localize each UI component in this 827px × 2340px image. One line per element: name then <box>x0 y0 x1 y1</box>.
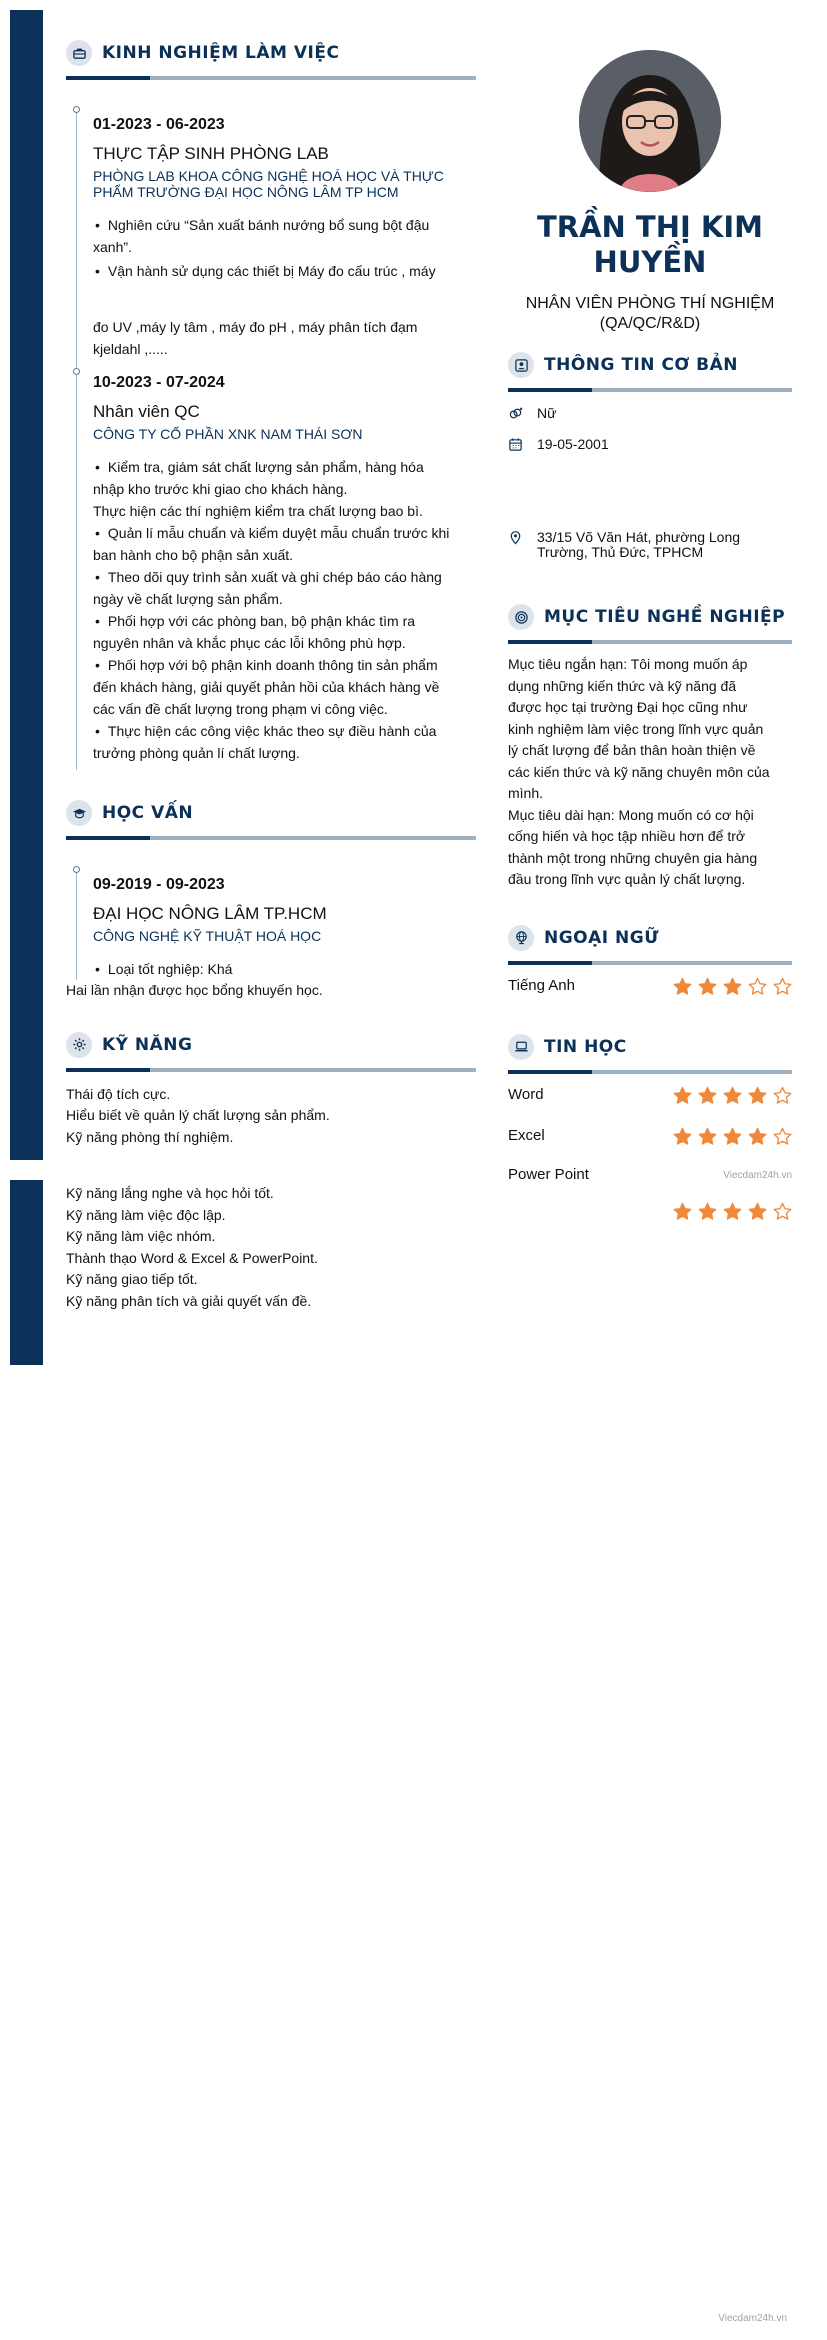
candidate-name: TRẦN THỊ KIM HUYỀN <box>537 210 763 279</box>
duty-line: • Thực hiện các công việc khác theo sự điều hành của <box>93 720 476 742</box>
star-filled-icon <box>723 1127 742 1146</box>
software-name: Power Point <box>508 1165 589 1183</box>
objective-title: MỤC TIÊU NGHỀ NGHIỆP <box>544 607 786 627</box>
education-line: • Loại tốt nghiệp: Khá <box>93 958 476 980</box>
software-row <box>508 1127 792 1146</box>
skills-title: KỸ NĂNG <box>102 1034 193 1055</box>
skills-header <box>66 1032 476 1058</box>
experience-header <box>66 40 476 66</box>
id-card-icon <box>508 352 534 378</box>
education-date: 09-2019 - 09-2023 <box>93 876 225 893</box>
star-rating <box>673 1202 792 1221</box>
experience-role: THỰC TẬP SINH PHÒNG LAB <box>93 144 329 163</box>
star-filled-icon <box>698 1127 717 1146</box>
globe-icon <box>508 925 534 951</box>
education-timeline <box>76 868 476 980</box>
timeline-dot <box>73 106 80 113</box>
languages-divider <box>508 961 792 965</box>
star-filled-icon <box>698 1086 717 1105</box>
skill-line: Thành thạo Word & Excel & PowerPoint. <box>66 1249 318 1266</box>
left-accent-bar-bottom <box>10 1180 43 1365</box>
languages-title: NGOẠI NGỮ <box>544 927 659 948</box>
experience-date: 01-2023 - 06-2023 <box>93 116 225 133</box>
language-row <box>508 977 792 996</box>
experience-timeline <box>76 108 476 770</box>
skill-line: Kỹ năng làm việc nhóm. <box>66 1228 216 1244</box>
duty-line: kjeldahl ,..... <box>93 341 168 357</box>
personal-info-title: THÔNG TIN CƠ BẢN <box>544 355 739 375</box>
skill-line: Thái độ tích cực. <box>66 1085 171 1102</box>
experience-company: PHÒNG LAB KHOA CÔNG NGHỆ HOÁ HỌC VÀ THỰC PHẨM TRƯỜNG ĐẠI HỌC NÔNG LÂM TP HCM <box>93 168 444 200</box>
education-title: HỌC VẤN <box>102 803 194 823</box>
star-filled-icon <box>698 1202 717 1221</box>
duty-line: • Kiểm tra, giám sát chất lượng sản phẩm, hàng hóa <box>93 456 476 478</box>
computing-header <box>508 1034 792 1060</box>
language-name: Tiếng Anh <box>508 976 575 994</box>
education-section <box>66 800 476 1002</box>
gender-row <box>508 406 792 421</box>
skill-line: Kỹ năng làm việc độc lập. <box>66 1206 226 1223</box>
gender-value: Nữ <box>537 405 557 421</box>
experience-duties <box>93 456 476 764</box>
experience-duties <box>93 214 476 282</box>
address-row <box>508 530 792 560</box>
timeline-dot <box>73 866 80 873</box>
star-rating <box>673 977 792 996</box>
computing-title: TIN HỌC <box>544 1036 627 1057</box>
software-name: Word <box>508 1085 544 1103</box>
star-empty-icon <box>748 977 767 996</box>
gender-icon <box>508 406 523 421</box>
duty-line: • Quản lí mẫu chuẩn và kiểm duyệt mẫu chuẩn trước khi <box>93 522 476 544</box>
graduation-cap-icon <box>66 800 92 826</box>
timeline-dot <box>73 368 80 375</box>
avatar <box>579 50 721 192</box>
experience-role: Nhân viên QC <box>93 402 200 421</box>
software-row <box>508 1166 792 1236</box>
computing-divider <box>508 1070 792 1074</box>
languages-section <box>508 925 792 996</box>
left-accent-bar-top <box>10 10 43 1160</box>
skills-list-2 <box>66 1183 476 1312</box>
address-value: 33/15 Võ Văn Hát, phường Long Trường, Thủ Đức, TPHCM <box>537 529 741 560</box>
duty-line: nguyên nhân và khắc phục các lỗi không phù hợp. <box>93 635 406 651</box>
personal-info-header <box>508 352 792 378</box>
star-filled-icon <box>748 1086 767 1105</box>
calendar-icon <box>508 437 523 452</box>
duty-line: • Vận hành sử dụng các thiết bị Máy đo cấu trúc , máy <box>93 260 476 282</box>
skill-line: Kỹ năng phân tích và giải quyết vấn đề. <box>66 1292 312 1309</box>
experience-title: KINH NGHIỆM LÀM VIỆC <box>102 43 340 63</box>
skill-line: Kỹ năng giao tiếp tốt. <box>66 1271 198 1287</box>
star-rating <box>673 1086 792 1105</box>
skill-line: Kỹ năng phòng thí nghiệm. <box>66 1128 234 1145</box>
duty-line: Thực hiện các thí nghiệm kiểm tra chất lượng bao bì. <box>93 503 423 519</box>
left-column <box>66 40 476 1312</box>
education-divider <box>66 836 476 840</box>
star-empty-icon <box>773 977 792 996</box>
watermark: Viecdam24h.vn <box>723 1169 792 1181</box>
duty-line: đến khách hàng, giải quyết phản hồi của khách hàng về <box>93 679 440 695</box>
skill-line: Hiểu biết về quản lý chất lượng sản phẩm. <box>66 1107 330 1123</box>
education-item <box>93 868 476 980</box>
languages-header <box>508 925 792 951</box>
briefcase-icon <box>66 40 92 66</box>
objective-text: Mục tiêu ngắn hạn: Tôi mong muốn áp dụng những kiến thức và kỹ năng đã được học tại trường Đại học cũng như kinh nghiệm làm việc trong lĩnh vực quản lý chất lượng để bản thân hoàn thiện về các kiến thức và kỹ năng chuyên môn của mình. Mục tiêu dài hạn: Mong muốn có cơ hội cống hiến và học tập nhiều hơn để trở thành một trong những chuyên gia hàng đầu trong lĩnh vực quản lý chất lượng. <box>508 656 770 887</box>
education-major: CÔNG NGHỆ KỸ THUẬT HOÁ HỌC <box>93 928 322 944</box>
gear-icon <box>66 1032 92 1058</box>
software-name: Excel <box>508 1126 545 1144</box>
duty-line: xanh”. <box>93 239 132 255</box>
duty-line: • Nghiên cứu “Sản xuất bánh nướng bổ sung bột đậu <box>93 214 476 236</box>
star-filled-icon <box>723 977 742 996</box>
star-empty-icon <box>773 1202 792 1221</box>
personal-info-divider <box>508 388 792 392</box>
star-filled-icon <box>723 1202 742 1221</box>
star-empty-icon <box>773 1127 792 1146</box>
star-filled-icon <box>698 977 717 996</box>
laptop-icon <box>508 1034 534 1060</box>
education-details <box>93 958 476 980</box>
experience-item-2 <box>93 374 476 764</box>
footer-watermark: Viecdam24h.vn <box>718 2313 787 2324</box>
objective-header <box>508 604 792 630</box>
duty-line: • Theo dõi quy trình sản xuất và ghi chép báo cáo hàng <box>93 566 476 588</box>
star-filled-icon <box>673 977 692 996</box>
duty-line: trưởng phòng quản lí chất lượng. <box>93 745 300 761</box>
duty-line: • Phối hợp với bộ phận kinh doanh thông tin sản phẩm <box>93 654 476 676</box>
duty-line: các vấn đề chất lượng trong phạm vi công việc. <box>93 701 388 717</box>
duty-line: • Phối hợp với các phòng ban, bộ phận khác tìm ra <box>93 610 476 632</box>
star-filled-icon <box>723 1086 742 1105</box>
duty-line: ban hành cho bộ phận sản xuất. <box>93 547 294 563</box>
personal-info-section <box>508 352 792 560</box>
star-filled-icon <box>748 1202 767 1221</box>
computing-section <box>508 1034 792 1236</box>
skill-line: Kỹ năng lắng nghe và học hỏi tốt. <box>66 1185 274 1201</box>
star-filled-icon <box>748 1127 767 1146</box>
duty-line: ngày về chất lượng sản phẩm. <box>93 591 283 607</box>
job-title: NHÂN VIÊN PHÒNG THÍ NGHIỆM (QA/QC/R&D) <box>525 295 775 332</box>
experience-divider <box>66 76 476 80</box>
education-note: Hai lần nhận được học bổng khuyến học. <box>66 982 323 998</box>
experience-duties-continued <box>93 316 476 360</box>
experience-company: CÔNG TY CỔ PHẦN XNK NAM THÁI SƠN <box>93 426 363 442</box>
education-school: ĐẠI HỌC NÔNG LÂM TP.HCM <box>93 904 327 923</box>
skills-section <box>66 1032 476 1313</box>
experience-date: 10-2023 - 07-2024 <box>93 374 225 391</box>
location-pin-icon <box>508 530 523 545</box>
skills-list-1 <box>66 1084 476 1149</box>
star-empty-icon <box>773 1086 792 1105</box>
star-rating <box>673 1127 792 1146</box>
experience-item-1 <box>93 108 476 360</box>
birthday-value: 19-05-2001 <box>537 436 609 452</box>
education-header <box>66 800 476 826</box>
right-column <box>508 50 792 1236</box>
objective-section <box>508 604 792 891</box>
star-filled-icon <box>673 1127 692 1146</box>
software-row <box>508 1086 792 1105</box>
skills-divider <box>66 1068 476 1072</box>
experience-section <box>66 40 476 770</box>
star-filled-icon <box>673 1202 692 1221</box>
objective-divider <box>508 640 792 644</box>
birthday-row <box>508 437 792 452</box>
star-filled-icon <box>673 1086 692 1105</box>
duty-line: nhập kho trước khi giao cho khách hàng. <box>93 481 348 497</box>
target-icon <box>508 604 534 630</box>
duty-line: đo UV ,máy ly tâm , máy đo pH , máy phân tích đạm <box>93 319 418 335</box>
